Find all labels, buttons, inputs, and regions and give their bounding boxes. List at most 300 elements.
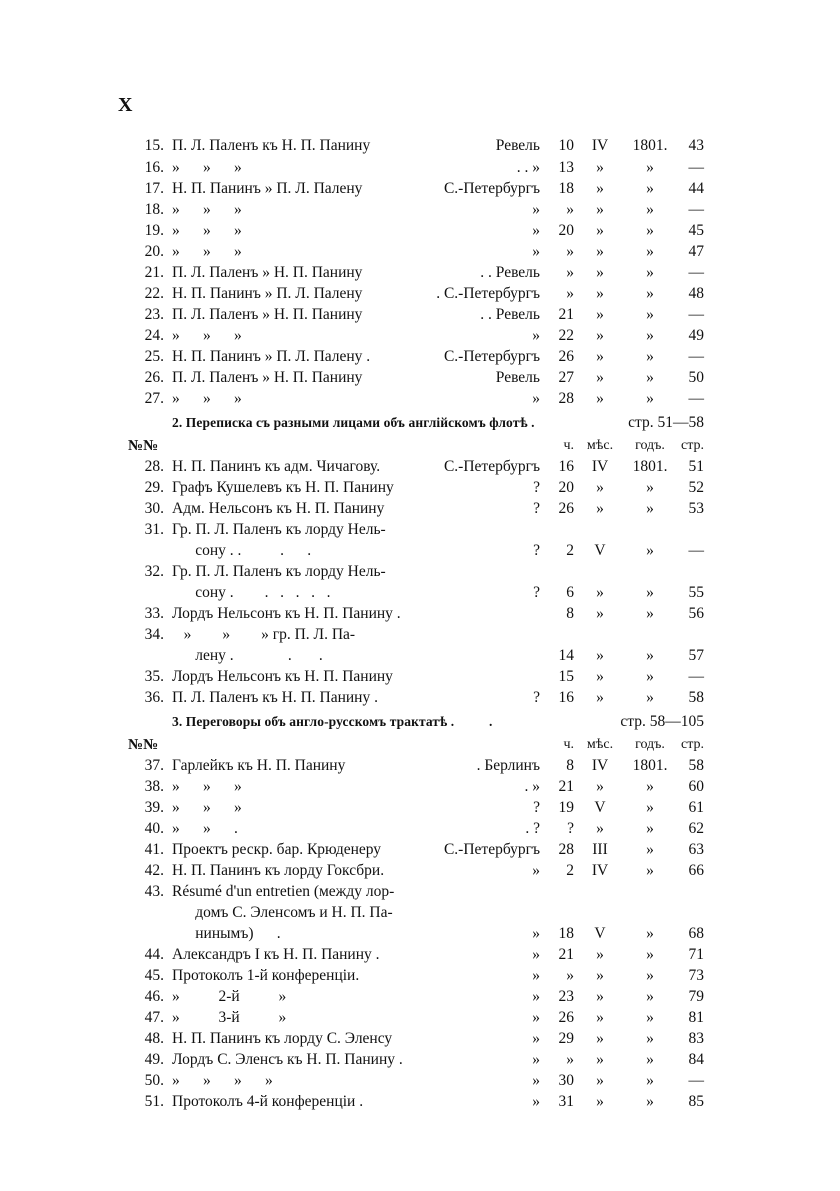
entry-text: Лордъ С. Эленсъ къ Н. П. Панину . (172, 1051, 403, 1068)
entry-day: » (566, 1051, 574, 1068)
entry-day: 22 (558, 327, 574, 344)
entry-day: 29 (558, 1030, 574, 1047)
entry-year: » (646, 222, 654, 239)
entry-day: 8 (566, 605, 574, 622)
entry-page: — (688, 542, 704, 559)
table-row (0, 1007, 840, 1029)
table-row (0, 965, 840, 987)
column-header-page: стр. (680, 737, 704, 752)
entry-number: 17. (144, 180, 164, 197)
entry-number: 26. (144, 369, 164, 386)
entry-page: 73 (688, 967, 704, 984)
entry-place: » (532, 1051, 540, 1068)
entry-text: Протоколъ 1-й конференціи. (172, 967, 360, 984)
entry-day: 13 (558, 159, 574, 176)
entry-page: 56 (688, 605, 704, 622)
table-row (0, 220, 840, 242)
entry-text: Résumé d'un entretien (между лор- (172, 883, 395, 900)
entry-number: 36. (144, 689, 164, 706)
entry-year: » (646, 862, 654, 879)
entry-month: » (596, 689, 604, 706)
entry-text: Лордъ Нельсонъ къ Н. П. Панину (172, 668, 393, 685)
entry-place: » (532, 1072, 540, 1089)
entry-page: 83 (688, 1030, 704, 1047)
entry-year: » (646, 605, 654, 622)
entry-number: 48. (144, 1030, 164, 1047)
column-header-year: годъ. (635, 438, 665, 453)
entry-year: » (646, 306, 654, 323)
entry-number: 42. (144, 862, 164, 879)
entry-place: Ревель (495, 137, 540, 154)
entry-number: 38. (144, 778, 164, 795)
entry-page: 53 (688, 500, 704, 517)
entry-number: 49. (144, 1051, 164, 1068)
table-row (0, 367, 840, 389)
entry-page: 57 (688, 647, 704, 664)
entry-page: 50 (688, 369, 704, 386)
entry-text: Гр. П. Л. Паленъ къ лорду Нель- (172, 521, 386, 538)
entry-month: » (596, 500, 604, 517)
entry-number: 40. (144, 820, 164, 837)
entry-month: » (596, 222, 604, 239)
entry-number: 32. (144, 563, 164, 580)
entry-place: » (532, 222, 540, 239)
entry-page: — (688, 390, 704, 407)
entry-text: » » » (172, 778, 242, 795)
section-heading (0, 412, 840, 434)
entry-text: Адм. Нельсонъ къ Н. П. Панину (172, 500, 385, 517)
entry-place: » (532, 946, 540, 963)
entry-text: Н. П. Панинъ къ лорду С. Эленсу (172, 1030, 393, 1047)
table-row (0, 283, 840, 305)
table-row (0, 199, 840, 221)
entry-year: » (646, 946, 654, 963)
entry-place: ? (533, 799, 540, 816)
entry-month: » (596, 946, 604, 963)
entry-number: 15. (144, 137, 164, 154)
table-row (0, 241, 840, 263)
entry-day: 28 (558, 841, 574, 858)
section-page-range: стр. 58—105 (620, 713, 704, 730)
entry-month: » (596, 369, 604, 386)
entry-text: Александръ I къ Н. П. Панину . (172, 946, 380, 963)
entry-day: 18 (558, 180, 574, 197)
entry-text: » » » (172, 799, 242, 816)
entry-page: 49 (688, 327, 704, 344)
entry-page: — (688, 348, 704, 365)
entry-page: 51 (688, 458, 704, 475)
entry-year: » (646, 778, 654, 795)
entry-day: 20 (558, 479, 574, 496)
table-row-continuation (0, 923, 840, 945)
entry-number: 24. (144, 327, 164, 344)
entry-page: — (688, 159, 704, 176)
entry-text: Лордъ Нельсонъ къ Н. П. Панину . (172, 605, 401, 622)
entry-place: Ревель (495, 369, 540, 386)
entry-year: » (646, 542, 654, 559)
entry-day: ? (567, 820, 574, 837)
entry-month: » (596, 778, 604, 795)
entry-month: » (596, 243, 604, 260)
column-header-month: мѣс. (586, 438, 614, 453)
entry-month: » (596, 1072, 604, 1089)
entry-year: » (646, 841, 654, 858)
table-row (0, 603, 840, 625)
entry-place: » (532, 1009, 540, 1026)
entry-page: 84 (688, 1051, 704, 1068)
table-row (0, 776, 840, 798)
entry-page: 61 (688, 799, 704, 816)
table-row (0, 1070, 840, 1092)
entry-month: V (594, 542, 606, 559)
entry-year: 1801. (632, 458, 668, 475)
entry-text: » » » (172, 327, 242, 344)
entry-day: 16 (558, 458, 574, 475)
entry-page: 45 (688, 222, 704, 239)
section-heading (0, 711, 840, 733)
entry-month: » (596, 348, 604, 365)
entry-number: 19. (144, 222, 164, 239)
entry-day: 26 (558, 500, 574, 517)
table-row (0, 561, 840, 583)
entry-text: нинымъ) . (172, 925, 281, 942)
entry-year: » (646, 967, 654, 984)
table-row (0, 456, 840, 478)
entry-year: » (646, 479, 654, 496)
entry-day: » (566, 264, 574, 281)
entry-number: 20. (144, 243, 164, 260)
entry-year: 1801. (632, 137, 668, 154)
entry-month: » (596, 584, 604, 601)
entry-page: 55 (688, 584, 704, 601)
entry-page: 48 (688, 285, 704, 302)
entry-place: . . » (516, 159, 540, 176)
entry-day: 15 (558, 668, 574, 685)
entry-text: » 2-й » (172, 988, 287, 1005)
entry-month: » (596, 988, 604, 1005)
entry-year: » (646, 1009, 654, 1026)
section-page-range: стр. 51—58 (628, 414, 704, 431)
entry-year: » (646, 1093, 654, 1110)
entry-day: 19 (558, 799, 574, 816)
entry-place: ? (533, 584, 540, 601)
entry-year: » (646, 647, 654, 664)
table-row (0, 944, 840, 966)
column-header-number: №№ (128, 438, 159, 454)
entry-page: — (688, 1072, 704, 1089)
entry-month: » (596, 1093, 604, 1110)
table-row-continuation (0, 582, 840, 604)
entry-month: IV (591, 757, 609, 774)
entry-month: IV (591, 458, 609, 475)
entry-day: 2 (566, 862, 574, 879)
entry-text: П. Л. Паленъ » Н. П. Панину (172, 369, 363, 386)
entry-text: Н. П. Панинъ » П. Л. Палену (172, 180, 363, 197)
table-row (0, 881, 840, 903)
entry-number: 25. (144, 348, 164, 365)
entry-year: » (646, 1072, 654, 1089)
entry-month: III (592, 841, 608, 858)
entry-month: » (596, 967, 604, 984)
entry-number: 18. (144, 201, 164, 218)
entry-place: С.-Петербургъ (443, 348, 540, 365)
entry-place: С.-Петербургъ (443, 458, 540, 475)
entry-number: 28. (144, 458, 164, 475)
entry-place: ? (533, 689, 540, 706)
entry-month: » (596, 668, 604, 685)
entry-number: 30. (144, 500, 164, 517)
entry-place: . » (524, 778, 540, 795)
entry-day: 16 (558, 689, 574, 706)
table-row (0, 519, 840, 541)
table-row (0, 1049, 840, 1071)
entry-year: » (646, 988, 654, 1005)
entry-page: 60 (688, 778, 704, 795)
entry-place: . Берлинъ (476, 757, 540, 774)
entry-day: 6 (566, 584, 574, 601)
table-row (0, 755, 840, 777)
column-header-number: №№ (128, 737, 159, 753)
table-row (0, 477, 840, 499)
entry-year: » (646, 584, 654, 601)
entry-text: Н. П. Панинъ къ адм. Чичагову. (172, 458, 381, 475)
table-row (0, 666, 840, 688)
table-row (0, 818, 840, 840)
entry-page: 68 (688, 925, 704, 942)
table-row (0, 498, 840, 520)
entry-year: » (646, 689, 654, 706)
entry-page: 52 (688, 479, 704, 496)
entry-month: » (596, 159, 604, 176)
section-title: 3. Переговоры объ англо-русскомъ трактатѣ . . (172, 714, 493, 729)
table-row (0, 135, 840, 157)
entry-day: 30 (558, 1072, 574, 1089)
entry-text: Графъ Кушелевъ къ Н. П. Панину (172, 479, 394, 496)
column-header-month: мѣс. (586, 737, 614, 752)
entry-place: С.-Петербургъ (443, 180, 540, 197)
entry-text: лену . . . (172, 647, 323, 664)
entry-place: ? (533, 500, 540, 517)
entry-month: » (596, 180, 604, 197)
entry-year: » (646, 500, 654, 517)
entry-month: » (596, 1009, 604, 1026)
entry-number: 31. (144, 521, 164, 538)
entry-number: 21. (144, 264, 164, 281)
entry-number: 34. (144, 626, 164, 643)
entry-month: » (596, 605, 604, 622)
entry-page: 43 (688, 137, 704, 154)
entry-place: С.-Петербургъ (443, 841, 540, 858)
entry-day: 10 (558, 137, 574, 154)
entry-text: » » » (172, 201, 242, 218)
entry-page: — (688, 201, 704, 218)
table-row (0, 839, 840, 861)
entry-text: П. Л. Паленъ » Н. П. Панину (172, 264, 363, 281)
entry-place: » (532, 1030, 540, 1047)
entry-page: — (688, 668, 704, 685)
entry-year: » (646, 1051, 654, 1068)
entry-year: » (646, 1030, 654, 1047)
entry-place: . С.-Петербургъ (436, 285, 540, 302)
table-row-continuation (0, 645, 840, 667)
entry-day: 2 (566, 542, 574, 559)
entry-month: » (596, 390, 604, 407)
entry-month: » (596, 285, 604, 302)
entry-text: П. Л. Паленъ къ Н. П. Панину . (172, 689, 378, 706)
entry-year: 1801. (632, 757, 668, 774)
entry-year: » (646, 925, 654, 942)
entry-number: 47. (144, 1009, 164, 1026)
entry-day: 31 (558, 1093, 574, 1110)
entry-year: » (646, 369, 654, 386)
entry-number: 50. (144, 1072, 164, 1089)
entry-text: » » » гр. П. Л. Па- (172, 626, 356, 643)
entry-month: » (596, 820, 604, 837)
entry-year: » (646, 201, 654, 218)
entry-page: 71 (688, 946, 704, 963)
entry-place: » (532, 1093, 540, 1110)
entry-month: » (596, 327, 604, 344)
entry-number: 27. (144, 390, 164, 407)
table-row (0, 157, 840, 179)
table-row (0, 797, 840, 819)
entry-place: » (532, 925, 540, 942)
entry-day: 14 (558, 647, 574, 664)
entry-day: » (566, 243, 574, 260)
entry-month: » (596, 201, 604, 218)
entry-number: 29. (144, 479, 164, 496)
entry-text: » » » » (172, 1072, 273, 1089)
entry-month: V (594, 925, 606, 942)
entry-day: » (566, 285, 574, 302)
entry-year: » (646, 264, 654, 281)
entry-place: » (532, 988, 540, 1005)
entry-place: » (532, 390, 540, 407)
entry-day: » (566, 201, 574, 218)
entry-page: — (688, 306, 704, 323)
entry-year: » (646, 159, 654, 176)
table-row (0, 178, 840, 200)
section-title: 2. Переписка съ разными лицами объ англійскомъ флотѣ . (172, 415, 535, 430)
entry-month: IV (591, 862, 609, 879)
entry-number: 39. (144, 799, 164, 816)
entry-page: 81 (688, 1009, 704, 1026)
entry-year: » (646, 180, 654, 197)
page-number: X (118, 94, 133, 116)
entry-year: » (646, 348, 654, 365)
entry-month: » (596, 1030, 604, 1047)
entry-text: Гарлейкъ къ Н. П. Панину (172, 757, 346, 774)
entry-place: ? (533, 542, 540, 559)
entry-place: . ? (525, 820, 540, 837)
table-row (0, 346, 840, 368)
entry-year: » (646, 243, 654, 260)
column-header-page: стр. (680, 438, 704, 453)
entry-number: 43. (144, 883, 164, 900)
entry-text: сону . . . . . . (172, 584, 331, 601)
entry-number: 46. (144, 988, 164, 1005)
entry-month: » (596, 647, 604, 664)
entry-place: . . Ревель (480, 306, 540, 323)
entry-day: 21 (558, 306, 574, 323)
entry-number: 37. (144, 757, 164, 774)
entry-page: 58 (688, 757, 704, 774)
table-row (0, 325, 840, 347)
entry-text: » 3-й » (172, 1009, 287, 1026)
entry-text: » » » (172, 243, 242, 260)
entry-page: 47 (688, 243, 704, 260)
entry-page: 58 (688, 689, 704, 706)
entry-day: » (566, 967, 574, 984)
entry-text: » » » (172, 222, 242, 239)
entry-page: 44 (688, 180, 704, 197)
entry-number: 33. (144, 605, 164, 622)
table-row (0, 860, 840, 882)
entry-text: » » » (172, 159, 242, 176)
table-row-continuation (0, 902, 840, 924)
entry-place: » (532, 327, 540, 344)
entry-number: 16. (144, 159, 164, 176)
table-row (0, 624, 840, 646)
table-row (0, 1028, 840, 1050)
entry-day: 21 (558, 778, 574, 795)
entry-text: Проектъ рескр. бар. Крюденеру (172, 841, 382, 858)
entry-number: 22. (144, 285, 164, 302)
entry-day: 28 (558, 390, 574, 407)
entry-year: » (646, 327, 654, 344)
entry-day: 18 (558, 925, 574, 942)
entry-page: 66 (688, 862, 704, 879)
entry-text: Н. П. Панинъ » П. Л. Палену (172, 285, 363, 302)
entry-month: IV (591, 137, 609, 154)
entry-number: 35. (144, 668, 164, 685)
entry-place: » (532, 967, 540, 984)
entry-day: 27 (558, 369, 574, 386)
entry-month: » (596, 1051, 604, 1068)
entry-text: » » » (172, 390, 242, 407)
entry-place: » (532, 201, 540, 218)
entry-text: Протоколъ 4-й конференціи . (172, 1093, 364, 1110)
entry-text: » » . (172, 820, 238, 837)
entry-text: сону . . . . (172, 542, 312, 559)
entry-day: 21 (558, 946, 574, 963)
entry-text: П. Л. Паленъ къ Н. П. Панину (172, 137, 371, 154)
column-header-row (0, 435, 840, 457)
column-header-row (0, 734, 840, 756)
entry-month: » (596, 306, 604, 323)
entry-day: 26 (558, 348, 574, 365)
table-row (0, 687, 840, 709)
table-row (0, 388, 840, 410)
entry-day: 20 (558, 222, 574, 239)
entry-year: » (646, 285, 654, 302)
table-row (0, 262, 840, 284)
entry-place: ? (533, 479, 540, 496)
table-row (0, 1091, 840, 1113)
entry-year: » (646, 390, 654, 407)
entry-page: 63 (688, 841, 704, 858)
column-header-year: годъ. (635, 737, 665, 752)
entry-year: » (646, 820, 654, 837)
table-row (0, 304, 840, 326)
entry-place: . . Ревель (480, 264, 540, 281)
entry-text: Н. П. Панинъ » П. Л. Палену . (172, 348, 371, 365)
entry-page: 79 (688, 988, 704, 1005)
entry-number: 41. (144, 841, 164, 858)
entry-page: 85 (688, 1093, 704, 1110)
column-header-day: ч. (563, 737, 574, 752)
entry-number: 51. (144, 1093, 164, 1110)
